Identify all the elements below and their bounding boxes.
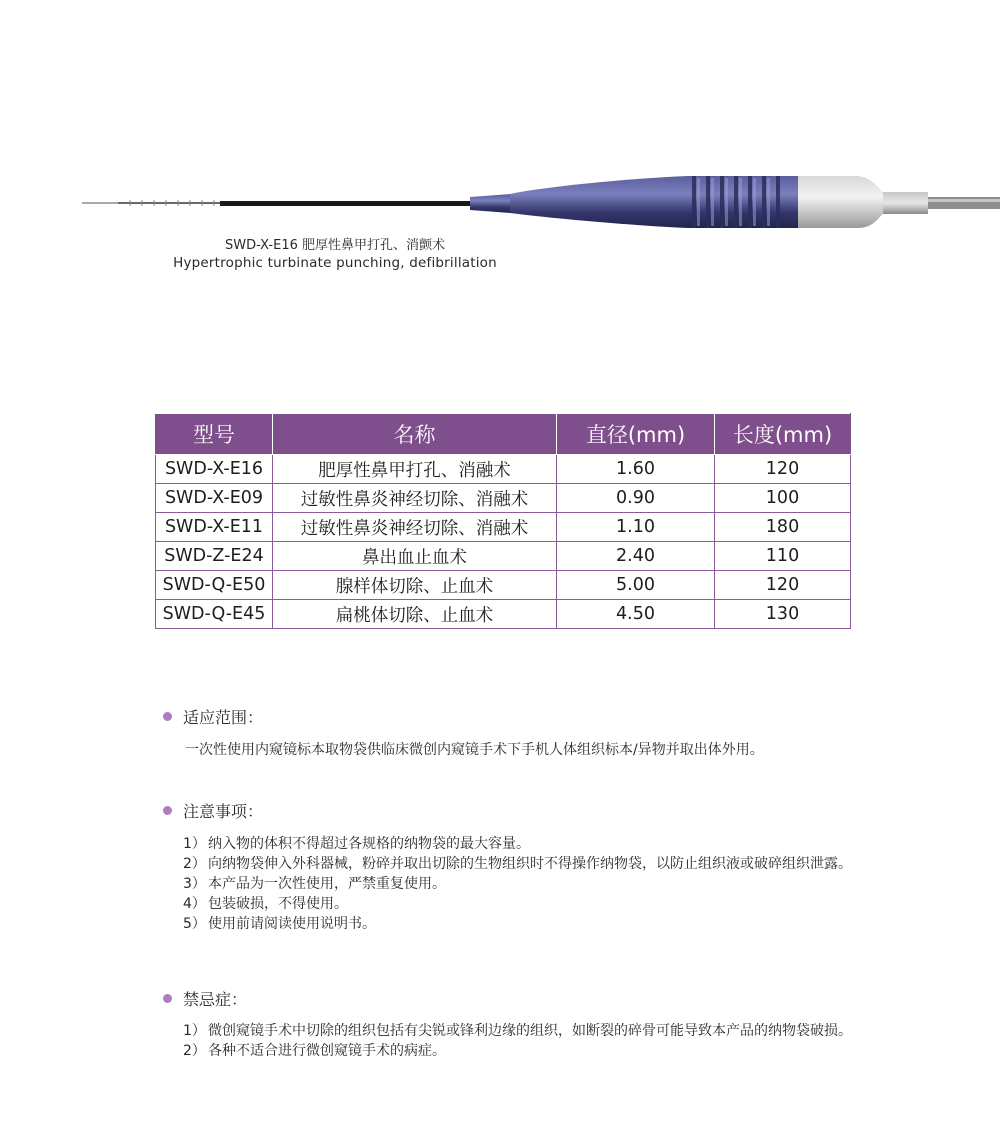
cell-name: 过敏性鼻炎神经切除、消融术 — [273, 484, 557, 513]
item-text: 包装破损，不得使用。 — [208, 896, 348, 912]
list-item — [183, 834, 873, 854]
cell-model: SWD-Q-E45 — [156, 600, 273, 629]
precautions-section-head — [163, 799, 263, 822]
cell-length: 100 — [715, 484, 851, 513]
cell-name: 肥厚性鼻甲打孔、消融术 — [273, 455, 557, 484]
header-diameter: 直径(mm) — [557, 414, 715, 455]
item-text: 各种不适合进行微创窥镜手术的病症。 — [208, 1043, 446, 1059]
product-caption-cn: SWD-X-E16 肥厚性鼻甲打孔、消颤术 — [225, 238, 445, 253]
cell-diameter: 2.40 — [557, 542, 715, 571]
header-name: 名称 — [273, 414, 557, 455]
bullet-icon — [163, 994, 172, 1003]
cell-length: 120 — [715, 571, 851, 600]
cell-model: SWD-Q-E50 — [156, 571, 273, 600]
header-model: 型号 — [156, 414, 273, 455]
item-number: 1） — [183, 836, 206, 852]
contraindications-title: 禁忌症： — [183, 990, 248, 1009]
table-row — [156, 542, 851, 571]
cell-model: SWD-Z-E24 — [156, 542, 273, 571]
list-item — [183, 914, 873, 934]
table-row — [156, 513, 851, 542]
item-number: 3） — [183, 876, 206, 892]
scope-title: 适应范围： — [183, 708, 264, 727]
cell-length: 120 — [715, 455, 851, 484]
precautions-list — [183, 834, 873, 934]
cell-diameter: 4.50 — [557, 600, 715, 629]
item-text: 使用前请阅读使用说明书。 — [208, 916, 376, 932]
spec-table — [155, 413, 851, 629]
product-caption-en: Hypertrophic turbinate punching, defibrillation — [173, 255, 497, 271]
cell-name: 过敏性鼻炎神经切除、消融术 — [273, 513, 557, 542]
cell-model: SWD-X-E09 — [156, 484, 273, 513]
item-number: 1） — [183, 1023, 206, 1039]
list-item — [183, 1041, 873, 1061]
table-row — [156, 600, 851, 629]
table-row — [156, 455, 851, 484]
cell-model: SWD-X-E16 — [156, 455, 273, 484]
cell-length: 110 — [715, 542, 851, 571]
cell-name: 腺样体切除、止血术 — [273, 571, 557, 600]
contraindications-list — [183, 1021, 873, 1061]
cell-length: 130 — [715, 600, 851, 629]
cell-model: SWD-X-E11 — [156, 513, 273, 542]
list-item — [183, 854, 873, 874]
header-length: 长度(mm) — [715, 414, 851, 455]
item-text: 本产品为一次性使用，严禁重复使用。 — [208, 876, 446, 892]
contraindications-section-head — [163, 987, 247, 1010]
item-number: 2） — [183, 1043, 206, 1059]
item-text: 微创窥镜手术中切除的组织包括有尖锐或锋利边缘的组织，如断裂的碎骨可能导致本产品的纳物袋破损。 — [208, 1023, 852, 1039]
scope-text: 一次性使用内窥镜标本取物袋供临床微创内窥镜手术下手机人体组织标本/异物并取出体外用。 — [185, 742, 764, 758]
cell-diameter: 1.10 — [557, 513, 715, 542]
cell-diameter: 1.60 — [557, 455, 715, 484]
cell-diameter: 5.00 — [557, 571, 715, 600]
scope-section-head — [163, 705, 263, 728]
list-item — [183, 874, 873, 894]
table-row — [156, 571, 851, 600]
table-row — [156, 484, 851, 513]
item-text: 向纳物袋伸入外科器械，粉碎并取出切除的生物组织时不得操作纳物袋，以防止组织液或破碎组织泄露。 — [208, 856, 852, 872]
precautions-title: 注意事项： — [183, 802, 264, 821]
item-number: 2） — [183, 856, 206, 872]
list-item — [183, 894, 873, 914]
bullet-icon — [163, 806, 172, 815]
cell-length: 180 — [715, 513, 851, 542]
cell-name: 扁桃体切除、止血术 — [273, 600, 557, 629]
table-header-row — [156, 414, 851, 455]
cell-diameter: 0.90 — [557, 484, 715, 513]
product-illustration — [78, 168, 1000, 238]
cell-name: 鼻出血止血术 — [273, 542, 557, 571]
item-number: 5） — [183, 916, 206, 932]
item-number: 4） — [183, 896, 206, 912]
item-text: 纳入物的体积不得超过各规格的纳物袋的最大容量。 — [208, 836, 530, 852]
bullet-icon — [163, 712, 172, 721]
list-item — [183, 1021, 873, 1041]
